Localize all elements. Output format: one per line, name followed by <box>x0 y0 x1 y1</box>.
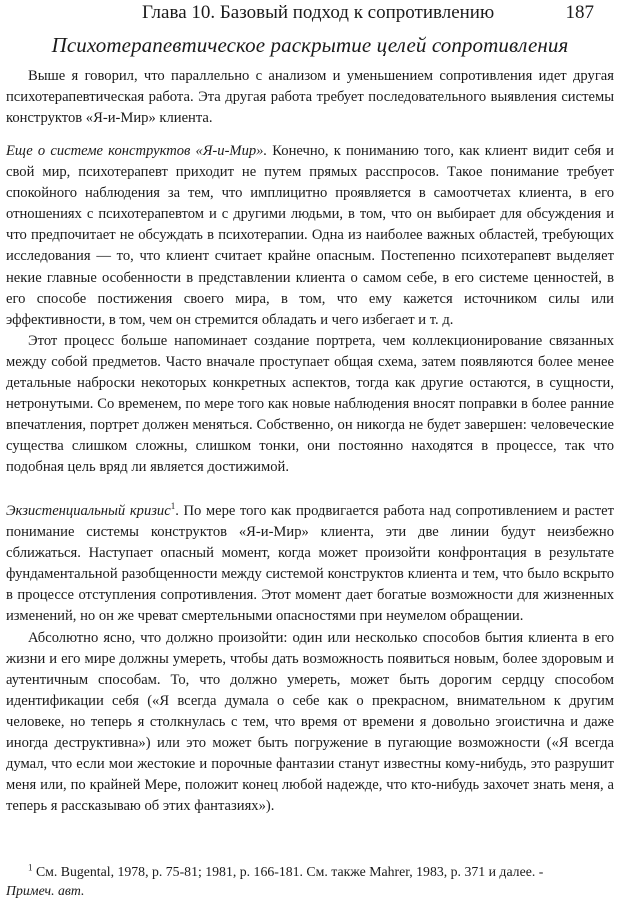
crisis-block <box>6 501 614 817</box>
footnote <box>6 862 614 900</box>
page-number: 187 <box>565 2 594 23</box>
footnote-citation: См. Bugental, 1978, р. 75-81; 1981, р. 166-181. См. также Mahrer, 1983, р. 371 и далее. - <box>32 864 544 879</box>
portrait-paragraph: Этот процесс больше напоминает создание портрета, чем коллекционирование связанных между собой предметов. Часто вначале проступает общая схема, затем появляются более менее детальные наброски некоторых конкретных аспектов, тогда как другие остаются, в сущности, нетронутыми. Со временем, по мере того как новые наблюдения вносят поправки в более ранние впечатления, портрет должен меняться. Собственно, он никогда не будет завершен: человеческие существа слишком сложны, слишком тонки, они постоянно находятся в процессе, так что подобная цель вряд ли является достижимой. <box>6 332 614 476</box>
footnote-author-note: Примеч. авт. <box>6 883 85 898</box>
page-header <box>0 0 620 26</box>
crisis-paragraph-text: . По мере того как продвигается работа над сопротивлением и растет понимание системы конструктов «Я-и-Мир» клиента, эти две линии будут неизбежно сближаться. Наступает опасный момент, когда может произойти конфронтация в результате фундаментальной разобщенности между системой конструктов клиента и тем, что было вскрыто в процессе отступления сопротивления. Этот момент дает богатые возможности для жизненных изменений, но он же чреват смертельными опасностями при неумелом обращении. <box>6 503 614 625</box>
intro-paragraph: Выше я говорил, что параллельно с анализом и уменьшением сопротивления идет другая психотерапевтическая работа. Эта другая работа требует последовательного выявления системы конструктов «Я-и-Мир» клиента. <box>6 68 614 127</box>
constructs-paragraph <box>6 141 614 331</box>
intro-block <box>6 66 614 129</box>
absolutely-paragraph: Абсолютно ясно, что должно произойти: один или несколько способов бытия клиента в его жизни и его мире должны умереть, чтобы дать возможность появиться новым, более здоровым и аутентичным способам. То, что должно умереть, может быть дорогим сердцу способом идентификации себя («Я всегда думала о себе как о прекрасном, внимательном к другим человеке, но теперь я столкнулась с тем, что время от времени я довольно эгоистична и даже иногда деструктивна») или это может быть погружение в пугающие возможности («Я всегда думал, что если мои жестокие и порочные фантазии станут известны кому-нибудь, это разрушит меня или, по крайней Мере, положит конец любой надежде, что кто-нибудь захочет знать меня, а теперь я рассказываю об этих фантазиях»). <box>6 629 614 815</box>
constructs-run-in-heading: Еще о системе конструктов «Я-и-Мир». <box>6 143 268 159</box>
constructs-paragraph-text: Конечно, к пониманию того, как клиент видит себя и свой мир, психотерапевт приходит не путем прямых расспросов. Такое понимание требует спокойного наблюдения за тем, что имплицитно проявляется в самоотчетах клиента, в его отношениях с психотерапевтом и с другими людьми, в том, что он выбирает для обсуждения и что предпочитает не обсуждать в психотерапии. Одна из наиболее важных областей, требующих исследования — то, что клиент считает крайне опасным. Постепенно психотерапевт выделяет некие главные особенности в представлении клиента о самом себе, в его системе ценностей, в его способе постижения своего мира, в том, что ему кажется источником силы или эффективности, в том, чем он стремится обладать и чего избегает и т. д. <box>6 143 614 328</box>
footnote-mark: 1 <box>28 862 33 873</box>
footnote-reference: 1 <box>170 501 176 512</box>
crisis-paragraph <box>6 501 614 628</box>
footnote-text-line <box>28 862 614 881</box>
constructs-block <box>6 141 614 479</box>
section-title: Психотерапевтическое раскрытие целей сопротивления <box>51 33 569 57</box>
running-title: Глава 10. Базовый подход к сопротивлению <box>142 2 495 23</box>
crisis-run-in-heading: Экзистенциальный кризис <box>6 503 171 519</box>
